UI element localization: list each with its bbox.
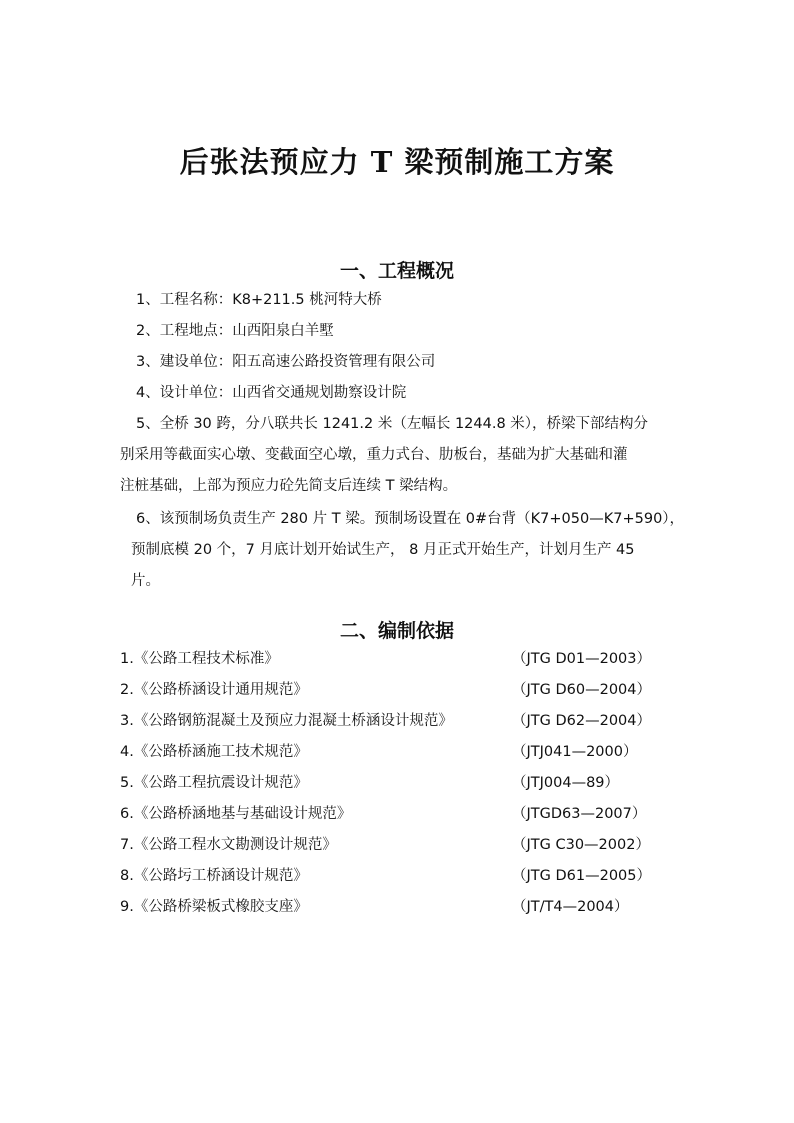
reference-code: （JTGD63—2007） — [512, 806, 647, 822]
overview-line: 片。 — [131, 573, 160, 589]
overview-line: 别采用等截面实心墩、变截面空心墩，重力式台、肋板台，基础为扩大基础和灌 — [120, 447, 628, 463]
reference-title: 6.《公路桥涵地基与基础设计规范》 — [120, 806, 352, 822]
reference-title: 3.《公路钢筋混凝土及预应力混凝土桥涵设计规范》 — [120, 713, 453, 729]
reference-title: 5.《公路工程抗震设计规范》 — [120, 775, 308, 791]
overview-line: 5、全桥 30 跨，分八联共长 1241.2 米（左幅长 1244.8 米），桥梁下部结构分 — [136, 416, 649, 432]
reference-title: 9.《公路桥梁板式橡胶支座》 — [120, 899, 308, 915]
reference-title: 2.《公路桥涵设计通用规范》 — [120, 682, 308, 698]
reference-code: （JTG D01—2003） — [512, 651, 651, 667]
overview-line: 4、设计单位：山西省交通规划勘察设计院 — [136, 385, 407, 401]
reference-code: （JTG D60—2004） — [512, 682, 651, 698]
reference-title: 8.《公路圬工桥涵设计规范》 — [120, 868, 308, 884]
reference-title: 7.《公路工程水文勘测设计规范》 — [120, 837, 337, 853]
reference-code: （JTJ041—2000） — [512, 744, 638, 760]
overview-line: 预制底模 20 个，7 月底计划开始试生产， 8 月正式开始生产，计划月生产 45 — [131, 542, 635, 558]
overview-line: 1、工程名称：K8+211.5 桃河特大桥 — [136, 292, 382, 308]
document-title: 后张法预应力 T 梁预制施工方案 — [179, 145, 615, 179]
section-heading-basis: 二、编制依据 — [339, 620, 454, 642]
reference-code: （JTG D62—2004） — [512, 713, 651, 729]
overview-line: 6、该预制场负责生产 280 片 T 梁。预制场设置在 0#台背（K7+050—K7+590）， — [136, 511, 685, 527]
reference-code: （JTJ004—89） — [512, 775, 620, 791]
overview-line: 3、建设单位：阳五高速公路投资管理有限公司 — [136, 354, 436, 370]
overview-line: 注桩基础，上部为预应力砼先简支后连续 T 梁结构。 — [120, 478, 458, 494]
overview-line: 2、工程地点：山西阳泉白羊墅 — [136, 323, 334, 339]
reference-code: （JTG D61—2005） — [512, 868, 651, 884]
reference-code: （JT/T4—2004） — [512, 899, 629, 915]
reference-title: 1.《公路工程技术标准》 — [120, 651, 279, 667]
section-heading-overview: 一、工程概况 — [339, 260, 454, 282]
reference-code: （JTG C30—2002） — [512, 837, 650, 853]
reference-title: 4.《公路桥涵施工技术规范》 — [120, 744, 308, 760]
